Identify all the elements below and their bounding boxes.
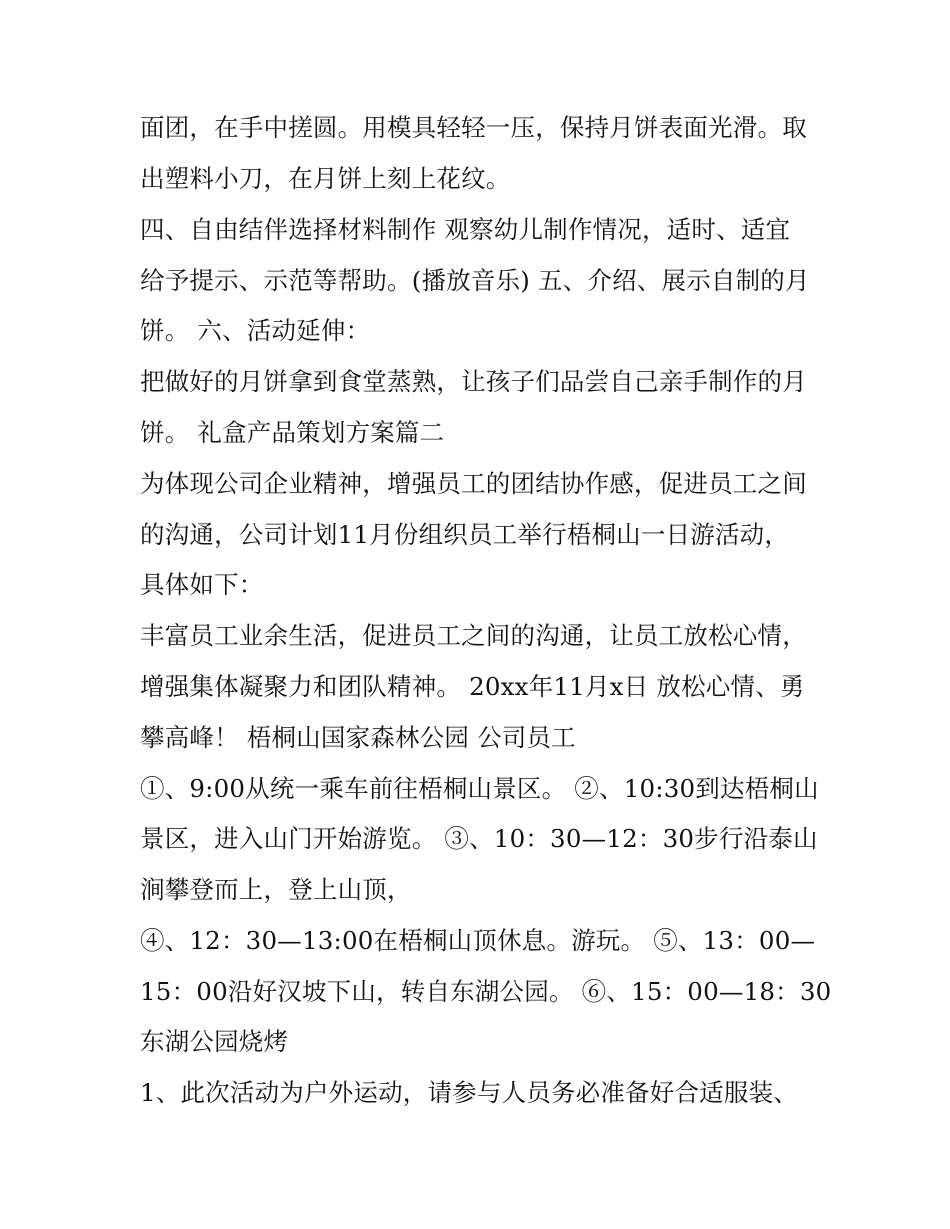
text-line: 为体现公司企业精神，增强员工的团结协作感，促进员工之间: [140, 469, 807, 498]
text-line: 1、此次活动为户外运动，请参与人员务必准备好合适服装、: [140, 1078, 798, 1107]
text-line: 丰富员工业余生活，促进员工之间的沟通，让员工放松心情，: [140, 621, 807, 650]
text-line: 饼。 六、活动延伸：: [140, 316, 371, 345]
text-line: 具体如下：: [140, 570, 264, 599]
text-line: ④、12：30—13:00在梧桐山顶休息。游玩。 ⑤、13：00—: [140, 926, 816, 955]
text-line: 景区，进入山门开始游览。 ③、10：30—12：30步行沿泰山: [140, 824, 818, 853]
text-line: 给予提示、示范等帮助。(播放音乐) 五、介绍、展示自制的月: [140, 266, 810, 295]
text-line: 把做好的月饼拿到食堂蒸熟，让孩子们品尝自己亲手制作的月: [140, 367, 807, 396]
text-line: ①、9:00从统一乘车前往梧桐山景区。 ②、10:30到达梧桐山: [140, 774, 819, 803]
text-line: 攀高峰！ 梧桐山国家森林公园 公司员工: [140, 723, 576, 752]
text-line: 饼。 礼盒产品策划方案篇二: [140, 418, 445, 447]
text-line: 出塑料小刀，在月饼上刻上花纹。: [140, 164, 511, 193]
text-line: 的沟通，公司计划11月份组织员工举行梧桐山一日游活动，: [140, 520, 790, 549]
text-line: 15：00沿好汉坡下山，转自东湖公园。 ⑥、15：00—18：30: [140, 977, 832, 1006]
text-line: 面团，在手中搓圆。用模具轻轻一压，保持月饼表面光滑。取: [140, 113, 807, 142]
text-line: 增强集体凝聚力和团队精神。 20xx年11月x日 放松心情、勇: [140, 672, 805, 701]
text-line: 四、自由结伴选择材料制作 观察幼儿制作情况，适时、适宜: [140, 215, 791, 244]
text-line: 涧攀登而上，登上山顶，: [140, 875, 412, 904]
text-line: 东湖公园烧烤: [140, 1027, 289, 1056]
